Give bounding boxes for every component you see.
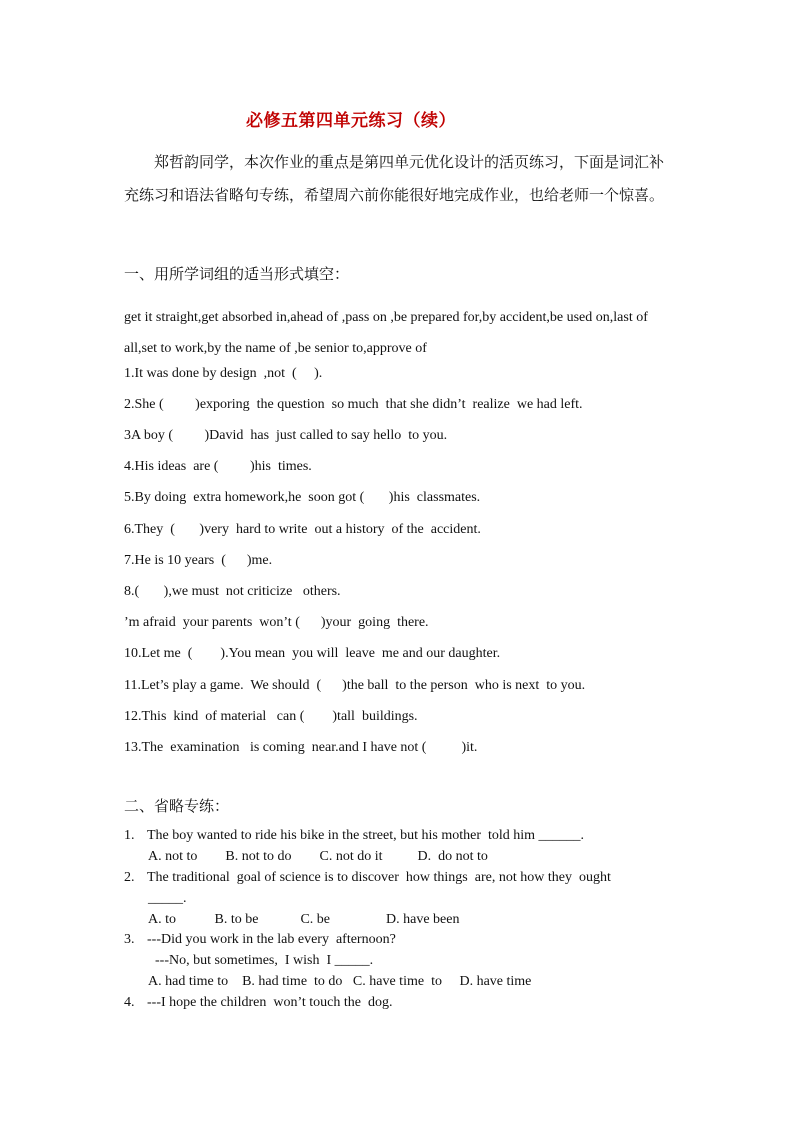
mc-stem-continued-3: ---No, but sometimes, I wish I _____. xyxy=(148,953,374,968)
mc-options-2: A. to B. to be C. be D. have been xyxy=(148,912,460,927)
mc-stem: ---Did you work in the lab every afternoon? xyxy=(147,932,396,947)
mc-options-3: A. had time to B. had time to do C. have time to D. have time xyxy=(148,974,532,989)
fill-question-8: 8.( ),we must not criticize others. xyxy=(124,584,341,599)
fill-question-6: 6.They ( )very hard to write out a history of the accident. xyxy=(124,522,481,537)
mc-number: 4. xyxy=(124,995,135,1010)
fill-question-13: 13.The examination is coming near.and I have not ( )it. xyxy=(124,740,478,755)
fill-question-9: ’m afraid your parents won’t ( )your going there. xyxy=(124,615,429,630)
mc-stem: The traditional goal of science is to discover how things are, not how they ought xyxy=(147,870,611,885)
section1-heading: 一、用所学词组的适当形式填空： xyxy=(124,265,350,283)
fill-question-3: 3A boy ( )David has just called to say hello to you. xyxy=(124,428,448,443)
mc-question-1 xyxy=(124,828,584,844)
mc-number: 1. xyxy=(124,828,135,843)
fill-question-5: 5.By doing extra homework,he soon got ( )his classmates. xyxy=(124,490,481,505)
mc-number: 2. xyxy=(124,870,135,885)
fill-question-12: 12.This kind of material can ( )tall buildings. xyxy=(124,709,418,724)
mc-stem: ---I hope the children won’t touch the dog. xyxy=(147,995,393,1010)
mc-stem: The boy wanted to ride his bike in the street, but his mother told him ______. xyxy=(147,828,585,843)
phrase-bank: get it straight,get absorbed in,ahead of ,pass on ,be prepared for,by accident,be used on,last of all,set to work,by the name of ,be senior to,approve of xyxy=(124,310,648,356)
fill-question-11: 11.Let’s play a game. We should ( )the ball to the person who is next to you. xyxy=(124,678,586,693)
intro-paragraph: 郑哲韵同学，本次作业的重点是第四单元优化设计的活页练习，下面是词汇补充练习和语法省略句专练，希望周六前你能很好地完成作业，也给老师一个惊喜。 xyxy=(124,153,665,204)
fill-question-2: 2.She ( )exporing the question so much that she didn’t realize we had left. xyxy=(124,397,583,412)
mc-number: 3. xyxy=(124,932,135,947)
mc-question-4 xyxy=(124,995,392,1011)
mc-stem-continued-2: _____. xyxy=(148,891,187,906)
fill-question-4: 4.His ideas are ( )his times. xyxy=(124,459,312,474)
fill-question-1: 1.It was done by design ,not ( ). xyxy=(124,366,323,381)
mc-question-2 xyxy=(124,870,611,886)
section2-heading: 二、省略专练： xyxy=(124,797,230,815)
mc-question-3 xyxy=(124,932,396,948)
page-title: 必修五第四单元练习（续） xyxy=(246,111,456,131)
fill-question-7: 7.He is 10 years ( )me. xyxy=(124,553,273,568)
fill-question-10: 10.Let me ( ).You mean you will leave me and our daughter. xyxy=(124,646,501,661)
mc-options-1: A. not to B. not to do C. not do it D. do not to xyxy=(148,849,488,864)
